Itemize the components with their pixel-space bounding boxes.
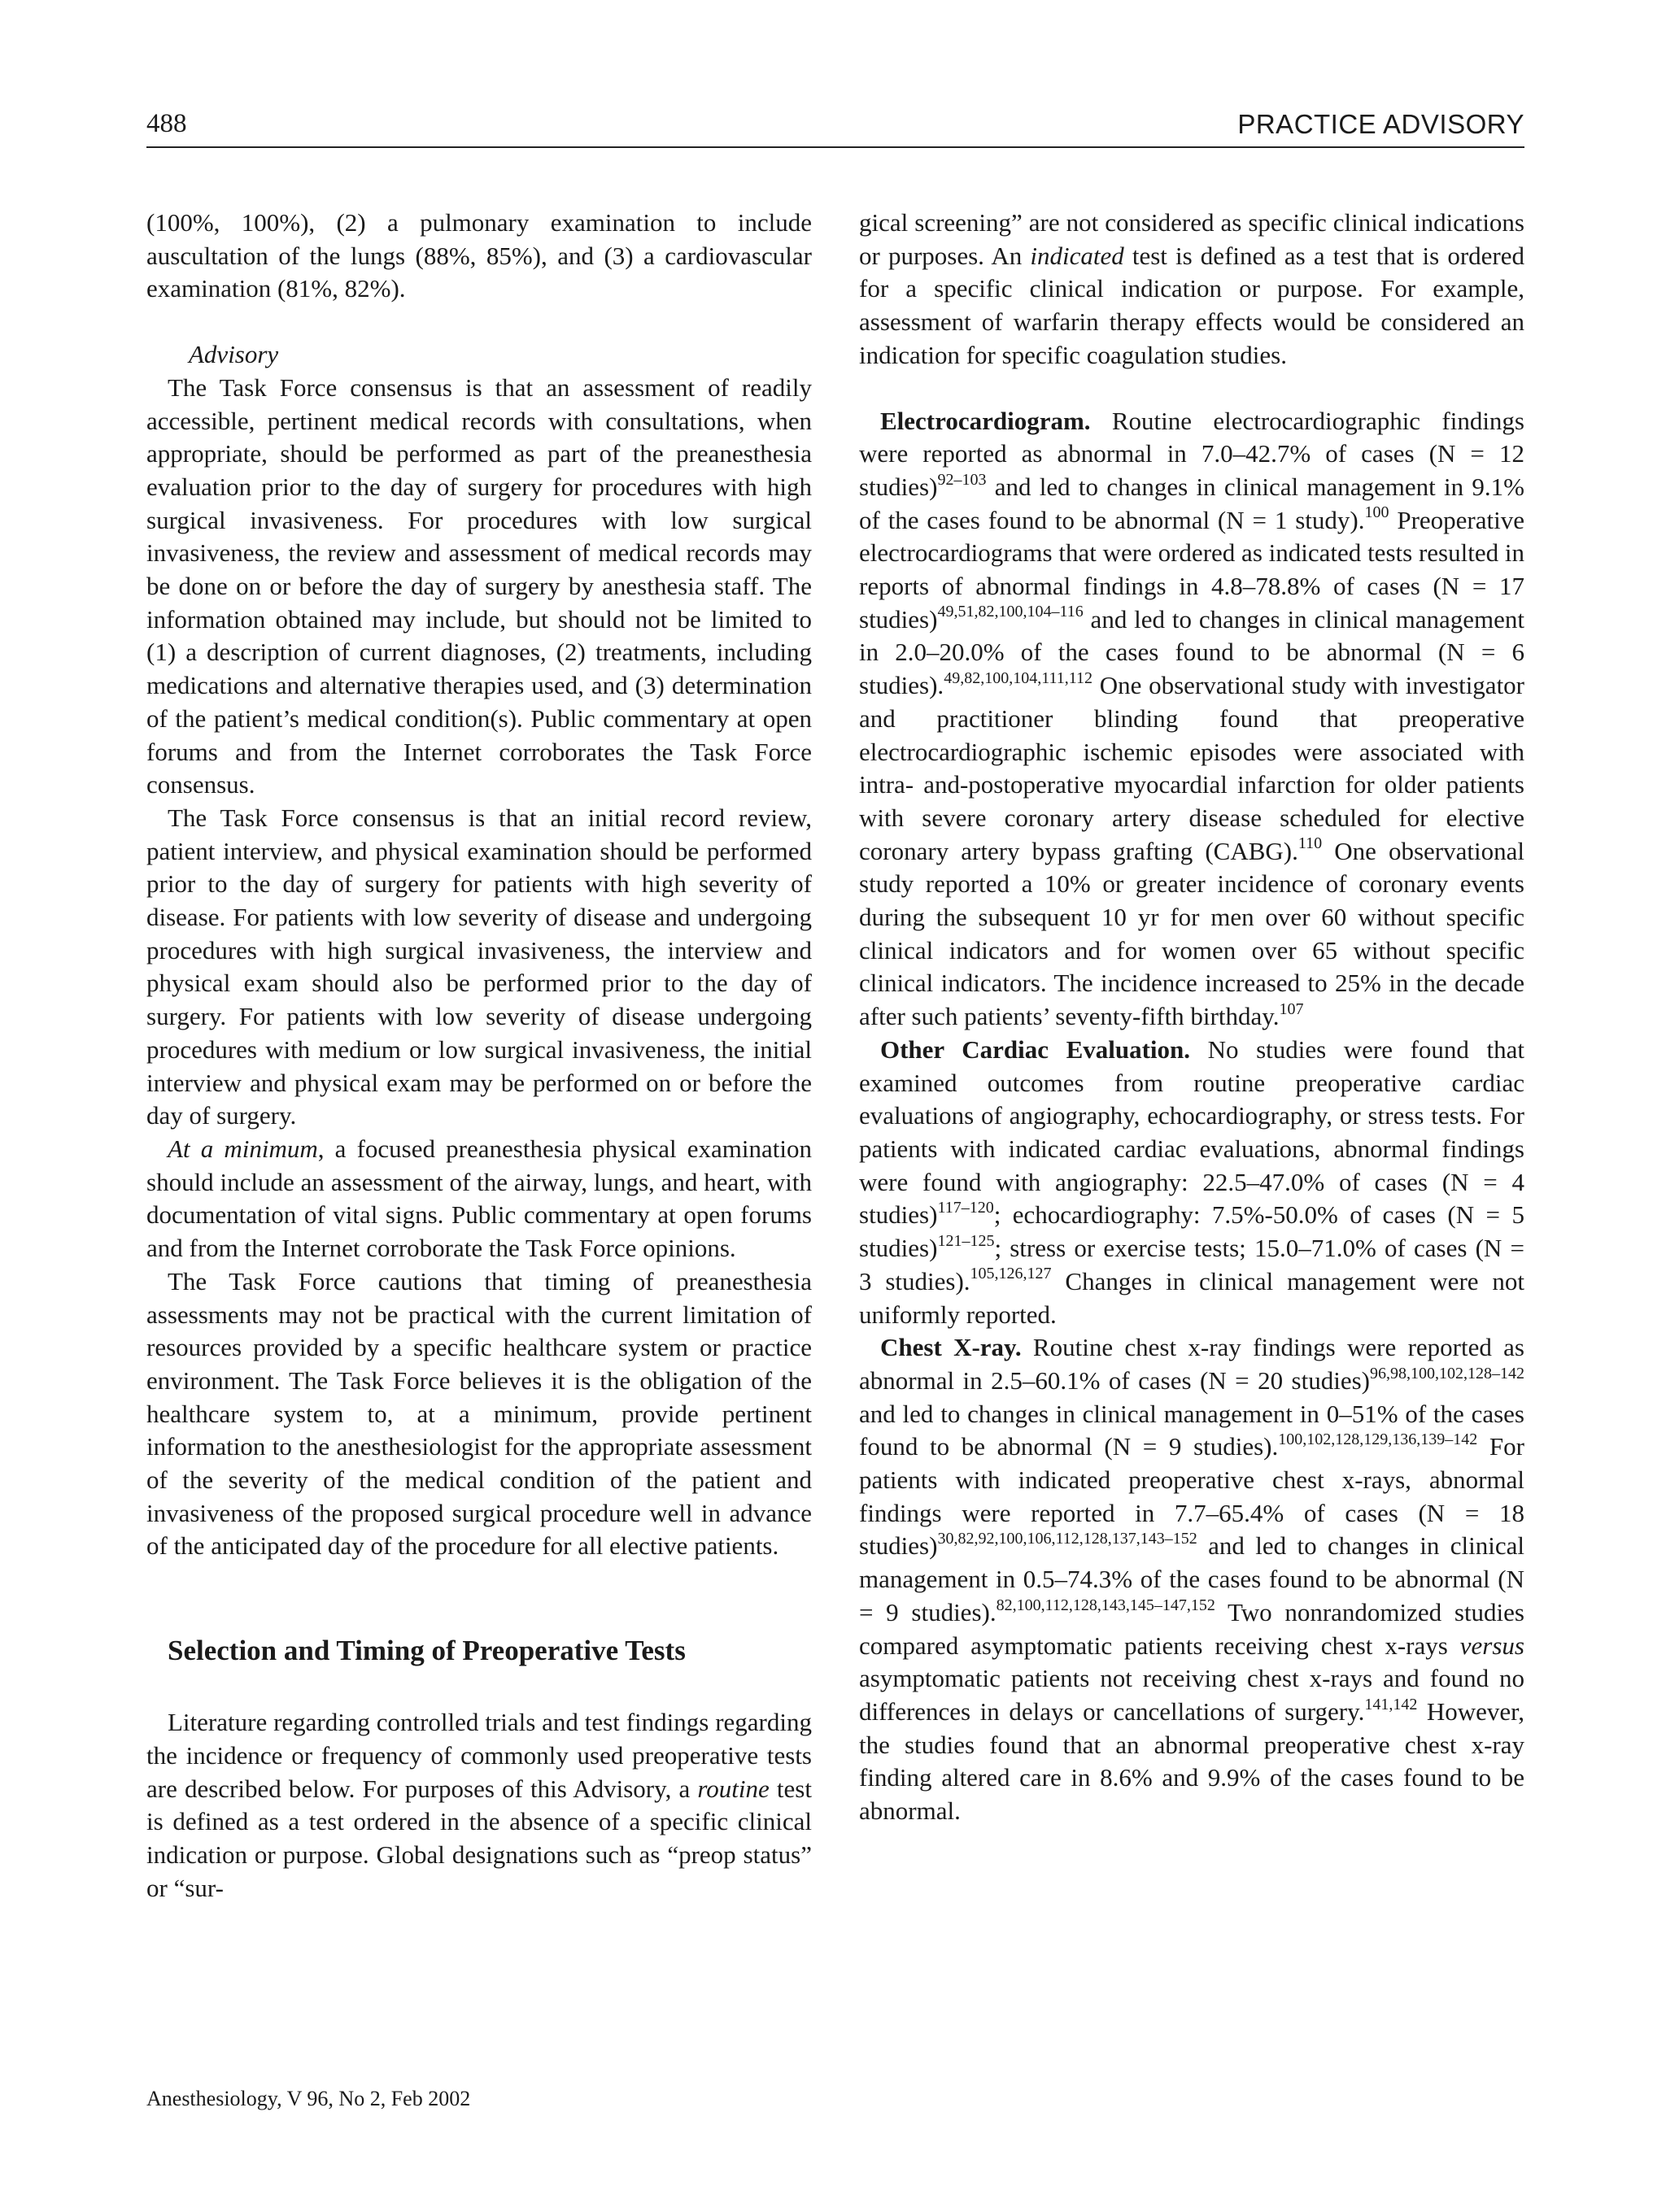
- indicated-emphasis: indicated: [1030, 241, 1124, 270]
- page-number: 488: [146, 109, 187, 138]
- journal-footer: Anesthesiology, V 96, No 2, Feb 2002: [146, 2087, 471, 2110]
- left-column: [146, 207, 812, 1905]
- citation: 30,82,92,100,106,112,128,137,143–152: [937, 1530, 1197, 1548]
- section-title: Selection and Timing of Preoperative Tests: [168, 1635, 686, 1667]
- advisory-paragraph-interview: The Task Force consensus is that an initial record review, patient interview, and physical examination should be performed prior to the day of surgery for patients with high severity of disease. For patients with low severity of disease and undergoing procedures with high surgical invasiveness, the interview and physical exam should also be performed prior to the day of surgery. For patients with low severity of disease undergoing procedures with medium or low surgical invasiveness, the initial interview and physical exam may be performed on or before the day of surgery.: [146, 803, 812, 1130]
- citation: 100,102,128,129,136,139–142: [1278, 1430, 1478, 1448]
- definition-continuation: gical screening” are not considered as specific clinical indications or purposes. An indicated test is defined as a test that is ordered for a specific clinical indication or purpose. For example, assessment of warfarin therapy effects would be considered an indication for specific coagulation studies.: [859, 208, 1524, 369]
- citation: 141,142: [1364, 1695, 1418, 1713]
- citation: 110: [1297, 834, 1323, 853]
- citation: 100: [1364, 503, 1389, 522]
- header-rule: [146, 146, 1524, 148]
- minimum-emphasis: At a minimum: [168, 1134, 318, 1163]
- citation: 107: [1279, 999, 1304, 1018]
- routine-emphasis: routine: [697, 1774, 770, 1803]
- ecg-paragraph: Electrocardiogram. Routine electrocardiographic findings were reported as abnormal in 7.0–42.7% of cases (N = 12 studies)$^{92-103}$ and led to changes in clinical management in 9.1% of the cases found to be abnormal (N = 1 study).$^{100}$ Preoperative electrocardiograms that were ordered as indicated tests resulted in reports of abnormal findings in 4.8–78.8% of cases (N = 17 studies)$^{49,51,82,100,104-116}$ and led to changes in clinical management in 2.0–20.0% of the cases found to be abnormal (N = 6 studies).$^{49,82,100,104,111,112}$ One observational study with investigator and practitioner blinding found that preoperative electrocardiographic ischemic episodes were associated with intra- and-postoperative myocardial infarction for older patients with severe coronary artery disease scheduled for elective coronary artery bypass grafting (CABG).$^{110}$ One observational study reported a 10% or greater incidence of coronary events during the subsequent 10 yr for men over 60 without specific clinical indicators and for women over 65 without specific clinical indicators. The incidence increased to 25% in the decade after such patients’ seventy-fifth birthday.$^{107}$: [859, 406, 1525, 1031]
- advisory-paragraph-minimum: At a minimum, a focused preanesthesia physical examination should include an assessment of the airway, lungs, and heart, with documentation of vital signs. Public commentary at open forums and from the Internet corroborate the Task Force opinions.: [146, 1134, 812, 1263]
- citation: 105,126,127: [970, 1265, 1052, 1283]
- advisory-paragraph-caution: The Task Force cautions that timing of preanesthesia assessments may not be practical with the current limitation of resources provided by a specific healthcare system or practice environment. The Task Force believes it is the obligation of the healthcare system to, at a minimum, provide pertinent information to the anesthesiologist for the appropriate assessment of the severity of the medical condition of the patient and invasiveness of the proposed surgical procedure well in advance of the anticipated day of the procedure for all elective patients.: [146, 1266, 812, 1561]
- xray-label: Chest X-ray.: [880, 1333, 1022, 1362]
- page-header: [146, 109, 1524, 150]
- citation: 82,100,112,128,143,145–147,152: [996, 1596, 1215, 1614]
- advisory-paragraph-records: The Task Force consensus is that an assessment of readily accessible, pertinent medical records with consultations, when appropriate, should be performed as part of the preanesthesia evaluation prior to the day of surgery for procedures with high surgical invasiveness. For procedures with low surgical invasiveness, the review and assessment of medical records may be done on or before the day of surgery by anesthesia staff. The information obtained may include, but should not be limited to (1) a description of current diagnoses, (2) treatments, including medications and alternative therapies used, and (3) determination of the patient’s medical condition(s). Public commentary at open forums and from the Internet corroborates the Task Force consensus.: [146, 372, 812, 799]
- citation: 96,98,100,102,128–142: [1370, 1364, 1524, 1382]
- running-head: PRACTICE ADVISORY: [1237, 109, 1524, 139]
- cardiac-paragraph: Other Cardiac Evaluation. No studies were found that examined outcomes from routine preoperative cardiac evaluations of angiography, echocardiography, or stress tests. For patients with indicated cardiac evaluations, abnormal findings were found with angiography: 22.5–47.0% of cases (N = 4 studies)$^{117-120}$; echocardiography: 7.5%-50.0% of cases (N = 5 studies)$^{121-125}$; stress or exercise tests; 15.0–71.0% of cases (N = 3 studies).$^{105,126,127}$ Changes in clinical management were not uniformly reported.: [859, 1034, 1524, 1329]
- ecg-label: Electrocardiogram.: [880, 406, 1091, 435]
- versus-emphasis: versus: [1459, 1631, 1524, 1660]
- citation: 92–103: [937, 470, 987, 489]
- citation: 121–125: [937, 1231, 995, 1250]
- cardiac-label: Other Cardiac Evaluation.: [880, 1034, 1191, 1064]
- advisory-heading: Advisory: [189, 340, 279, 369]
- right-column: [859, 207, 1524, 1828]
- citation: 117–120: [937, 1199, 994, 1217]
- xray-paragraph: Chest X-ray. Routine chest x-ray findings were reported as abnormal in 2.5–60.1% of cases (N = 20 studies)$^{96,98,100,102,128-142}$ and led to changes in clinical management in 0–51% of the cases found to be abnormal (N = 9 studies).$^{100,102,128,129,136,139-142}$ For patients with indicated preoperative chest x-rays, abnormal findings were reported in 7.7–65.4% of cases (N = 18 studies)$^{30,82,92,100,106,112,128,137,143-152}$ and led to changes in clinical management in 0.5–74.3% of the cases found to be abnormal (N = 9 studies).$^{82,100,112,128,143,145-147,152}$ Two nonrandomized studies compared asymptomatic patients receiving chest x-rays versus asymptomatic patients not receiving chest x-rays and found no differences in delays or cancellations of surgery.$^{141,142}$ However, the studies found that an abnormal preoperative chest x-ray finding altered care in 8.6% and 9.9% of the cases found to be abnormal.: [859, 1333, 1524, 1826]
- citation: 49,82,100,104,111,112: [944, 668, 1092, 687]
- continuation-paragraph: (100%, 100%), (2) a pulmonary examination to include auscultation of the lungs (88%, 85%), and (3) a cardiovascular examination (81%, 82%).: [146, 208, 812, 303]
- tests-intro-paragraph: Literature regarding controlled trials and test findings regarding the incidence or frequency of commonly used preoperative tests are described below. For purposes of this Advisory, a routine test is defined as a test ordered in the absence of a specific clinical indication or purpose. Global designations such as “preop status” or “sur-: [146, 1708, 812, 1902]
- citation: 49,51,82,100,104–116: [937, 603, 1084, 621]
